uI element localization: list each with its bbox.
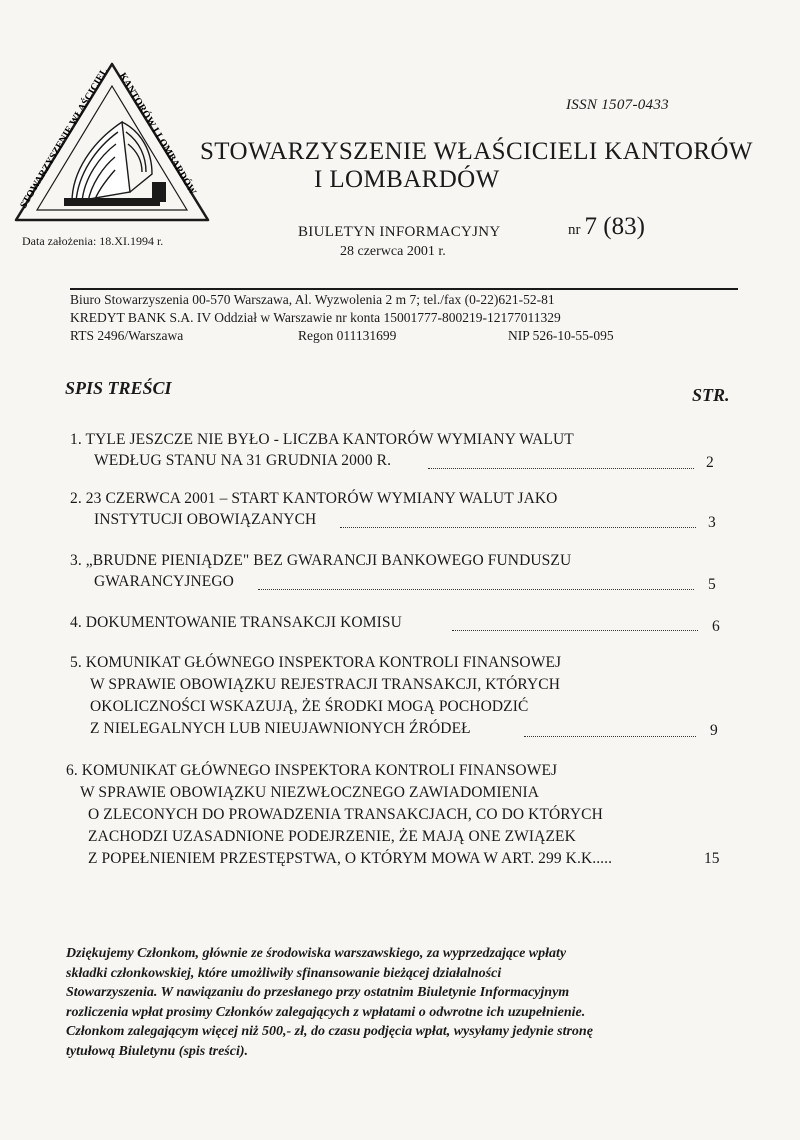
header-divider [70,288,738,290]
toc-item-3-line-1: 3. „BRUDNE PIENIĄDZE" BEZ GWARANCJI BANKOWEGO FUNDUSZU [70,552,572,569]
members-note [66,944,736,1062]
note-line-5: Członkom zalegającym więcej niż 500,- zł, do czasu podjęcia wpłat, wysyłamy jedynie stronę [66,1024,593,1040]
regon-number: Regon 011131699 [298,328,397,343]
toc-item-6-line-2: W SPRAWIE OBOWIĄZKU NIEZWŁOCZNEGO ZAWIADOMIENIA [80,784,540,801]
issue-number-value: 7 (83) [584,213,645,240]
note-line-1: Dziękujemy Członkom, głównie ze środowiska warszawskiego, za wyprzedzające wpłaty [66,946,567,961]
rts-number: RTS 2496/Warszawa [70,328,184,343]
toc-item-5-line-1: 5. KOMUNIKAT GŁÓWNEGO INSPEKTORA KONTROLI FINANSOWEJ [70,654,562,671]
toc-item-1-line-2: WEDŁUG STANU NA 31 GRUDNIA 2000 R. [94,452,392,469]
toc-item-1-line-1: 1. TYLE JESZCZE NIE BYŁO - LICZBA KANTORÓW WYMIANY WALUT [70,431,574,448]
toc-item-5-leader [524,736,696,737]
toc-item-5-page: 9 [710,722,718,739]
issue-date: 28 czerwca 2001 r. [340,244,446,259]
bank-account: KREDYT BANK S.A. IV Oddział w Warszawie nr konta 15001777-800219-12177011329 [70,310,561,325]
note-line-3: Stowarzyszenia. W nawiązaniu do przesłanego przy ostatnim Biuletynie Informacyjnym [66,985,570,1001]
toc-item-6-page: 15 [704,850,720,867]
founded-date: Data założenia: 18.XI.1994 r. [22,234,164,248]
issue-number-label: nr [568,222,581,238]
toc-item-4-leader [452,630,698,631]
toc-page-label: STR. [692,385,730,405]
toc-item-2-line-2: INSTYTUCJI OBOWIĄZANYCH [94,511,317,528]
bulletin-title: BIULETYN INFORMACYJNY [298,224,501,240]
toc-item-2-leader [340,527,696,528]
note-line-4: rozliczenia wpłat prosimy Członków zalegających z wpłatami o odwrotne ich uzupełnienie. [66,1004,586,1020]
toc-title: SPIS TREŚCI [65,378,172,398]
toc-item-5-line-2: W SPRAWIE OBOWIĄZKU REJESTRACJI TRANSAKCJI, KTÓRYCH [90,676,561,693]
toc-item-1-page: 2 [706,454,714,471]
org-name-line1: STOWARZYSZENIE WŁAŚCICIELI KANTORÓW [200,138,753,165]
toc-item-2-page: 3 [708,514,716,531]
org-name-line2: I LOMBARDÓW [314,166,500,193]
toc-item-6-line-5: Z POPEŁNIENIEM PRZESTĘPSTWA, O KTÓRYM MOWA W ART. 299 K.K..... [88,850,613,867]
toc-item-6-line-1: 6. KOMUNIKAT GŁÓWNEGO INSPEKTORA KONTROLI FINANSOWEJ [66,762,558,779]
logo-emblem [12,62,212,232]
toc-item-2-line-1: 2. 23 CZERWCA 2001 – START KANTORÓW WYMIANY WALUT JAKO [70,490,558,507]
issue-number [568,213,645,241]
toc-item-3-line-2: GWARANCYJNEGO [94,573,234,590]
issn-number: ISSN 1507-0433 [566,97,669,113]
toc-item-4-line-1: 4. DOKUMENTOWANIE TRANSAKCJI KOMISU [70,614,402,631]
toc-item-4-page: 6 [712,618,720,635]
nip-number: NIP 526-10-55-095 [508,328,614,343]
toc-item-6-line-4: ZACHODZI UZASADNIONE PODEJRZENIE, ŻE MAJĄ ONE ZWIĄZEK [88,828,576,845]
logo-text-right: KANTORÓW I LOMBARDÓW [116,71,199,198]
toc-item-1-leader [428,468,694,469]
toc-item-5-line-3: OKOLICZNOŚCI WSKAZUJĄ, ŻE ŚRODKI MOGĄ POCHODZIĆ [90,698,529,715]
toc-item-5-line-4: Z NIELEGALNYCH LUB NIEUJAWNIONYCH ŹRÓDEŁ [90,720,471,737]
toc-item-3-page: 5 [708,576,716,593]
logo-text-left: STOWARZYSZENIE WŁAŚCICIEL [18,66,111,211]
note-line-6: tytułową Biuletynu (spis treści). [66,1043,249,1059]
office-address: Biuro Stowarzyszenia 00-570 Warszawa, Al. Wyzwolenia 2 m 7; tel./fax (0-22)621-52-81 [70,292,555,307]
association-logo [12,62,212,232]
toc-item-3-leader [258,589,694,590]
toc-item-6-line-3: O ZLECONYCH DO PROWADZENIA TRANSAKCJACH, CO DO KTÓRYCH [88,806,603,823]
note-line-2: składki członkowskiej, które umożliwiły sfinansowanie bieżącej działalności [66,965,502,981]
